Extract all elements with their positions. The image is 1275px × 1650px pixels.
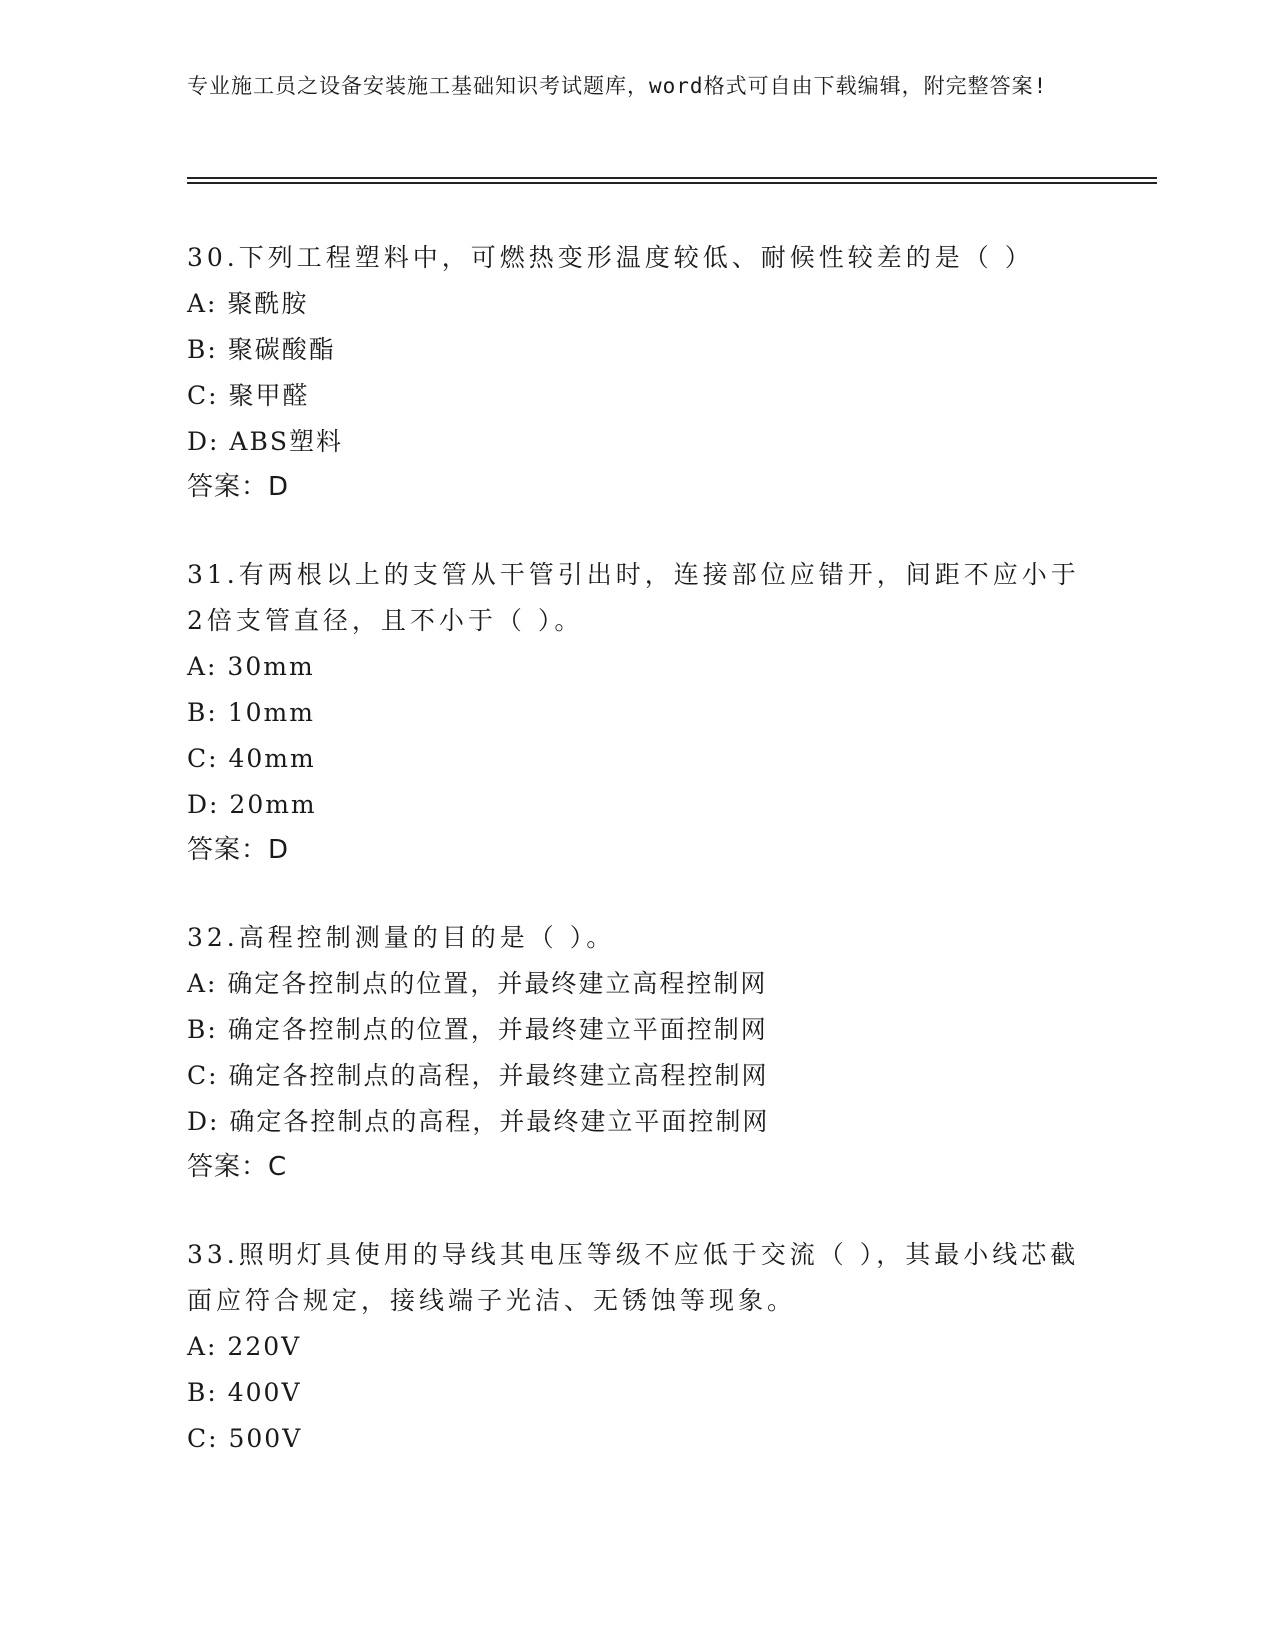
question-33 — [187, 1232, 1087, 1462]
option-b: B: 10mm — [187, 698, 315, 727]
option-d: D: 20mm — [187, 790, 317, 819]
option-a: A: 220V — [187, 1332, 302, 1361]
header-divider-top — [187, 177, 1157, 179]
option-a: A: 确定各控制点的位置，并最终建立高程控制网 — [187, 969, 768, 998]
question-31 — [187, 552, 1087, 872]
question-stem: 33.照明灯具使用的导线其电压等级不应低于交流（ ），其最小线芯截面应符合规定，接线端子光洁、无锈蚀等现象。 — [187, 1240, 1080, 1315]
option-c: C: 确定各控制点的高程，并最终建立高程控制网 — [187, 1061, 769, 1090]
option-c: C: 聚甲醛 — [187, 381, 310, 410]
option-b: B: 400V — [187, 1378, 302, 1407]
answer-label: 答案：C — [187, 1152, 288, 1182]
option-d: D: 确定各控制点的高程，并最终建立平面控制网 — [187, 1107, 770, 1136]
option-c: C: 40mm — [187, 744, 316, 773]
question-30 — [187, 235, 1087, 509]
question-list — [187, 235, 1087, 1505]
document-header: 专业施工员之设备安装施工基础知识考试题库，word格式可自由下载编辑，附完整答案! — [187, 74, 1048, 98]
question-32 — [187, 915, 1087, 1189]
option-b: B: 聚碳酸酯 — [187, 335, 336, 364]
option-b: B: 确定各控制点的位置，并最终建立平面控制网 — [187, 1015, 768, 1044]
header-divider-bottom — [187, 182, 1157, 184]
option-d: D: ABS塑料 — [187, 427, 343, 456]
answer-label: 答案：D — [187, 472, 290, 502]
option-a: A: 30mm — [187, 652, 315, 681]
option-a: A: 聚酰胺 — [187, 289, 309, 318]
question-stem: 30.下列工程塑料中，可燃热变形温度较低、耐候性较差的是（ ） — [187, 243, 1034, 272]
answer-label: 答案：D — [187, 835, 290, 865]
question-stem: 31.有两根以上的支管从干管引出时，连接部位应错开，间距不应小于2倍支管直径，且不小于（ ）。 — [187, 560, 1080, 635]
question-stem: 32.高程控制测量的目的是（ ）。 — [187, 923, 616, 952]
option-c: C: 500V — [187, 1424, 303, 1453]
